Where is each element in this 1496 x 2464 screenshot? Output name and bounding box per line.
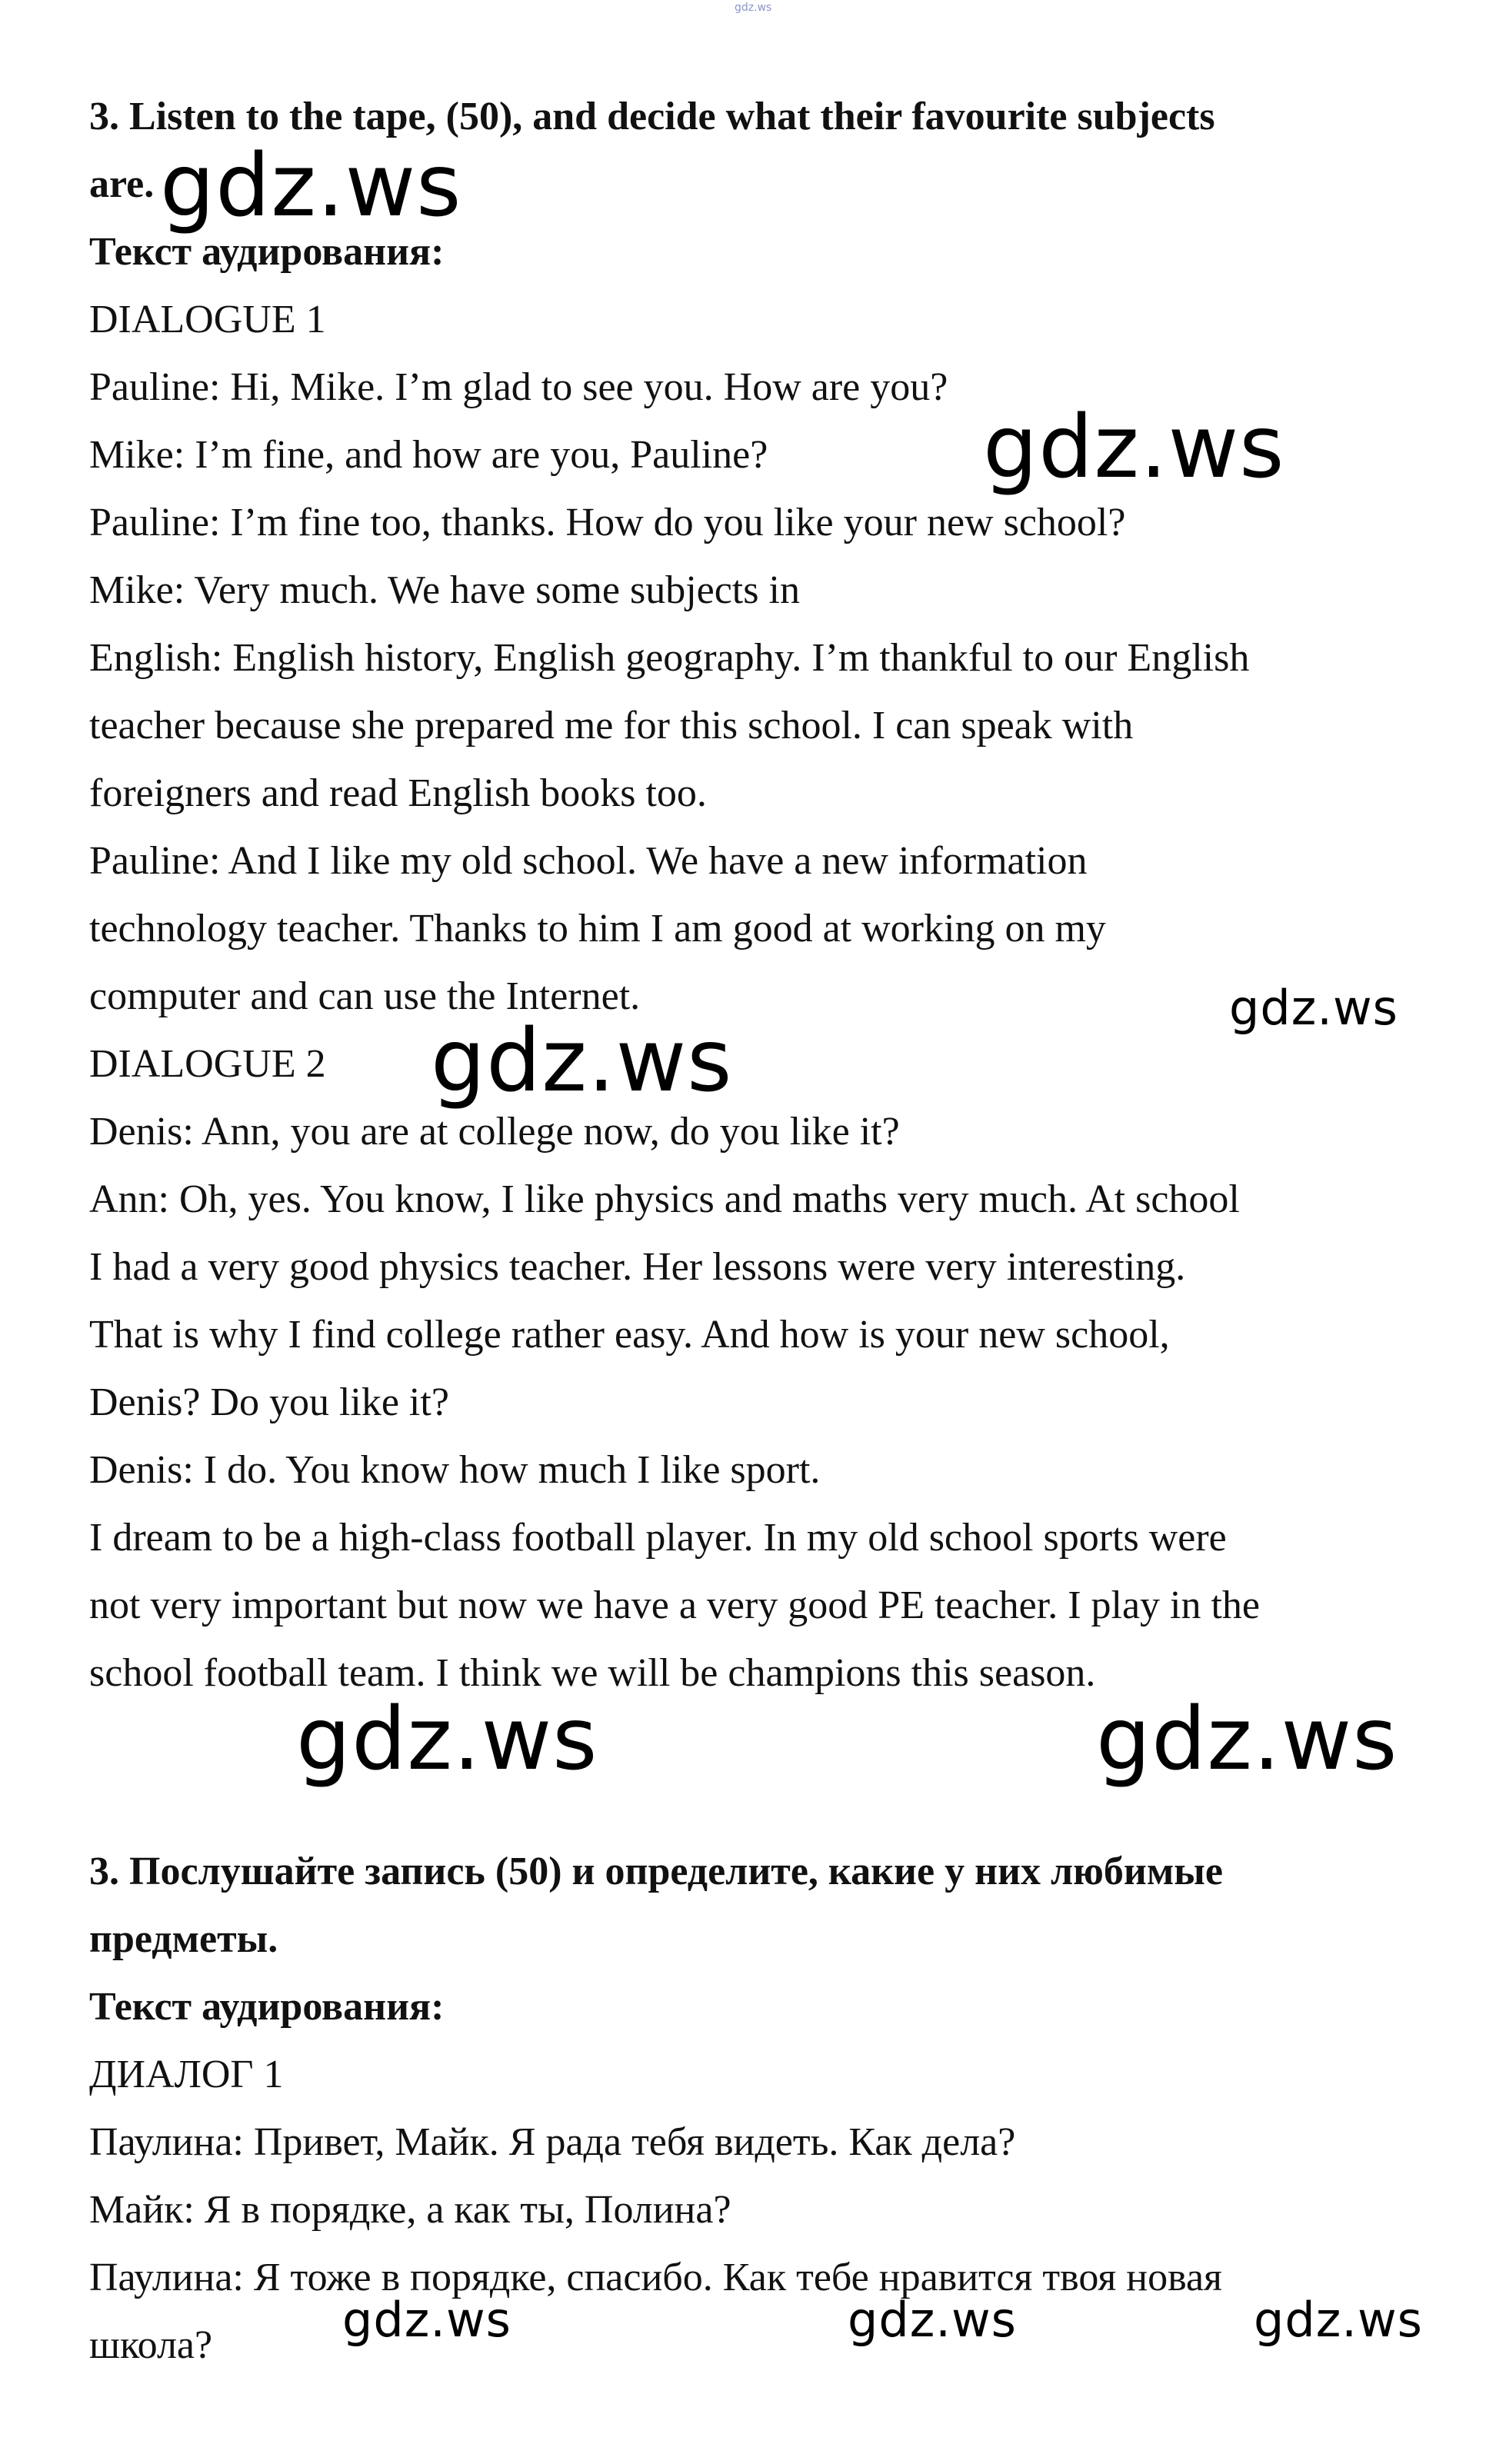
watermark: gdz.ws: [296, 1690, 598, 1790]
dialogue-line: I had a very good physics teacher. Her lessons were very interesting.: [89, 1245, 1186, 1289]
watermark: gdz.ws: [848, 2292, 1017, 2348]
dialogue-line: not very important but now we have a very good PE teacher. I play in the: [89, 1583, 1261, 1627]
dialogue-line: Mike: I’m fine, and how are you, Pauline?: [89, 433, 768, 477]
dialogue-line: That is why I find college rather easy. And how is your new school,: [89, 1313, 1170, 1357]
watermark: gdz.ws: [1096, 1690, 1398, 1790]
watermark: gdz.ws: [160, 136, 462, 236]
dialogue-line: Mike: Very much. We have some subjects in: [89, 568, 800, 612]
task-heading-ru-line1: 3. Послушайте запись (50) и определите, какие у них любимые: [89, 1850, 1223, 1893]
dialogue-1-title-ru: ДИАЛОГ 1: [89, 2053, 284, 2096]
dialogue-line: English: English history, English geography. I’m thankful to our English: [89, 636, 1250, 680]
dialogue-line: I dream to be a high-class football player. In my old school sports were: [89, 1516, 1227, 1560]
task-heading-en-line1: 3. Listen to the tape, (50), and decide what their favourite subjects: [89, 95, 1215, 138]
dialogue-line: Denis: I do. You know how much I like sport.: [89, 1448, 821, 1492]
dialogue-line: Denis? Do you like it?: [89, 1380, 449, 1424]
dialogue-line: computer and can use the Internet.: [89, 974, 641, 1018]
dialogue-line: Denis: Ann, you are at college now, do you like it?: [89, 1110, 900, 1154]
watermark: gdz.ws: [342, 2292, 511, 2348]
watermark: gdz.ws: [1254, 2292, 1423, 2348]
watermark: gdz.ws: [1229, 980, 1398, 1036]
dialogue-line: Pauline: I’m fine too, thanks. How do you like your new school?: [89, 501, 1126, 544]
dialogue-line: Pauline: And I like my old school. We have a new information: [89, 839, 1088, 883]
dialogue-line: foreigners and read English books too.: [89, 771, 707, 815]
transcript-label-en: Текст аудирования:: [89, 230, 445, 274]
dialogue-2-title-en: DIALOGUE 2: [89, 1042, 326, 1086]
task-heading-en-line2: are.: [89, 162, 155, 206]
dialogue-line: teacher because she prepared me for this school. I can speak with: [89, 704, 1134, 748]
dialogue-line: technology teacher. Thanks to him I am good at working on my: [89, 907, 1106, 951]
dialogue-line: Ann: Oh, yes. You know, I like physics and maths very much. At school: [89, 1177, 1240, 1221]
dialogue-1-title-en: DIALOGUE 1: [89, 298, 326, 341]
dialogue-line: Паулина: Привет, Майк. Я рада тебя видеть. Как дела?: [89, 2120, 1016, 2164]
dialogue-line: school football team. I think we will be champions this season.: [89, 1651, 1096, 1695]
task-heading-ru-line2: предметы.: [89, 1917, 278, 1961]
watermark: gdz.ws: [983, 398, 1285, 498]
dialogue-line: Паулина: Я тоже в порядке, спасибо. Как тебе нравится твоя новая: [89, 2256, 1222, 2299]
dialogue-line: Майк: Я в порядке, а как ты, Полина?: [89, 2188, 731, 2232]
dialogue-line: Pauline: Hi, Mike. I’m glad to see you. How are you?: [89, 365, 948, 409]
transcript-label-ru: Текст аудирования:: [89, 1985, 445, 2029]
top-watermark: gdz.ws: [735, 2, 772, 14]
dialogue-line: школа?: [89, 2323, 213, 2367]
watermark: gdz.ws: [431, 1011, 733, 1111]
